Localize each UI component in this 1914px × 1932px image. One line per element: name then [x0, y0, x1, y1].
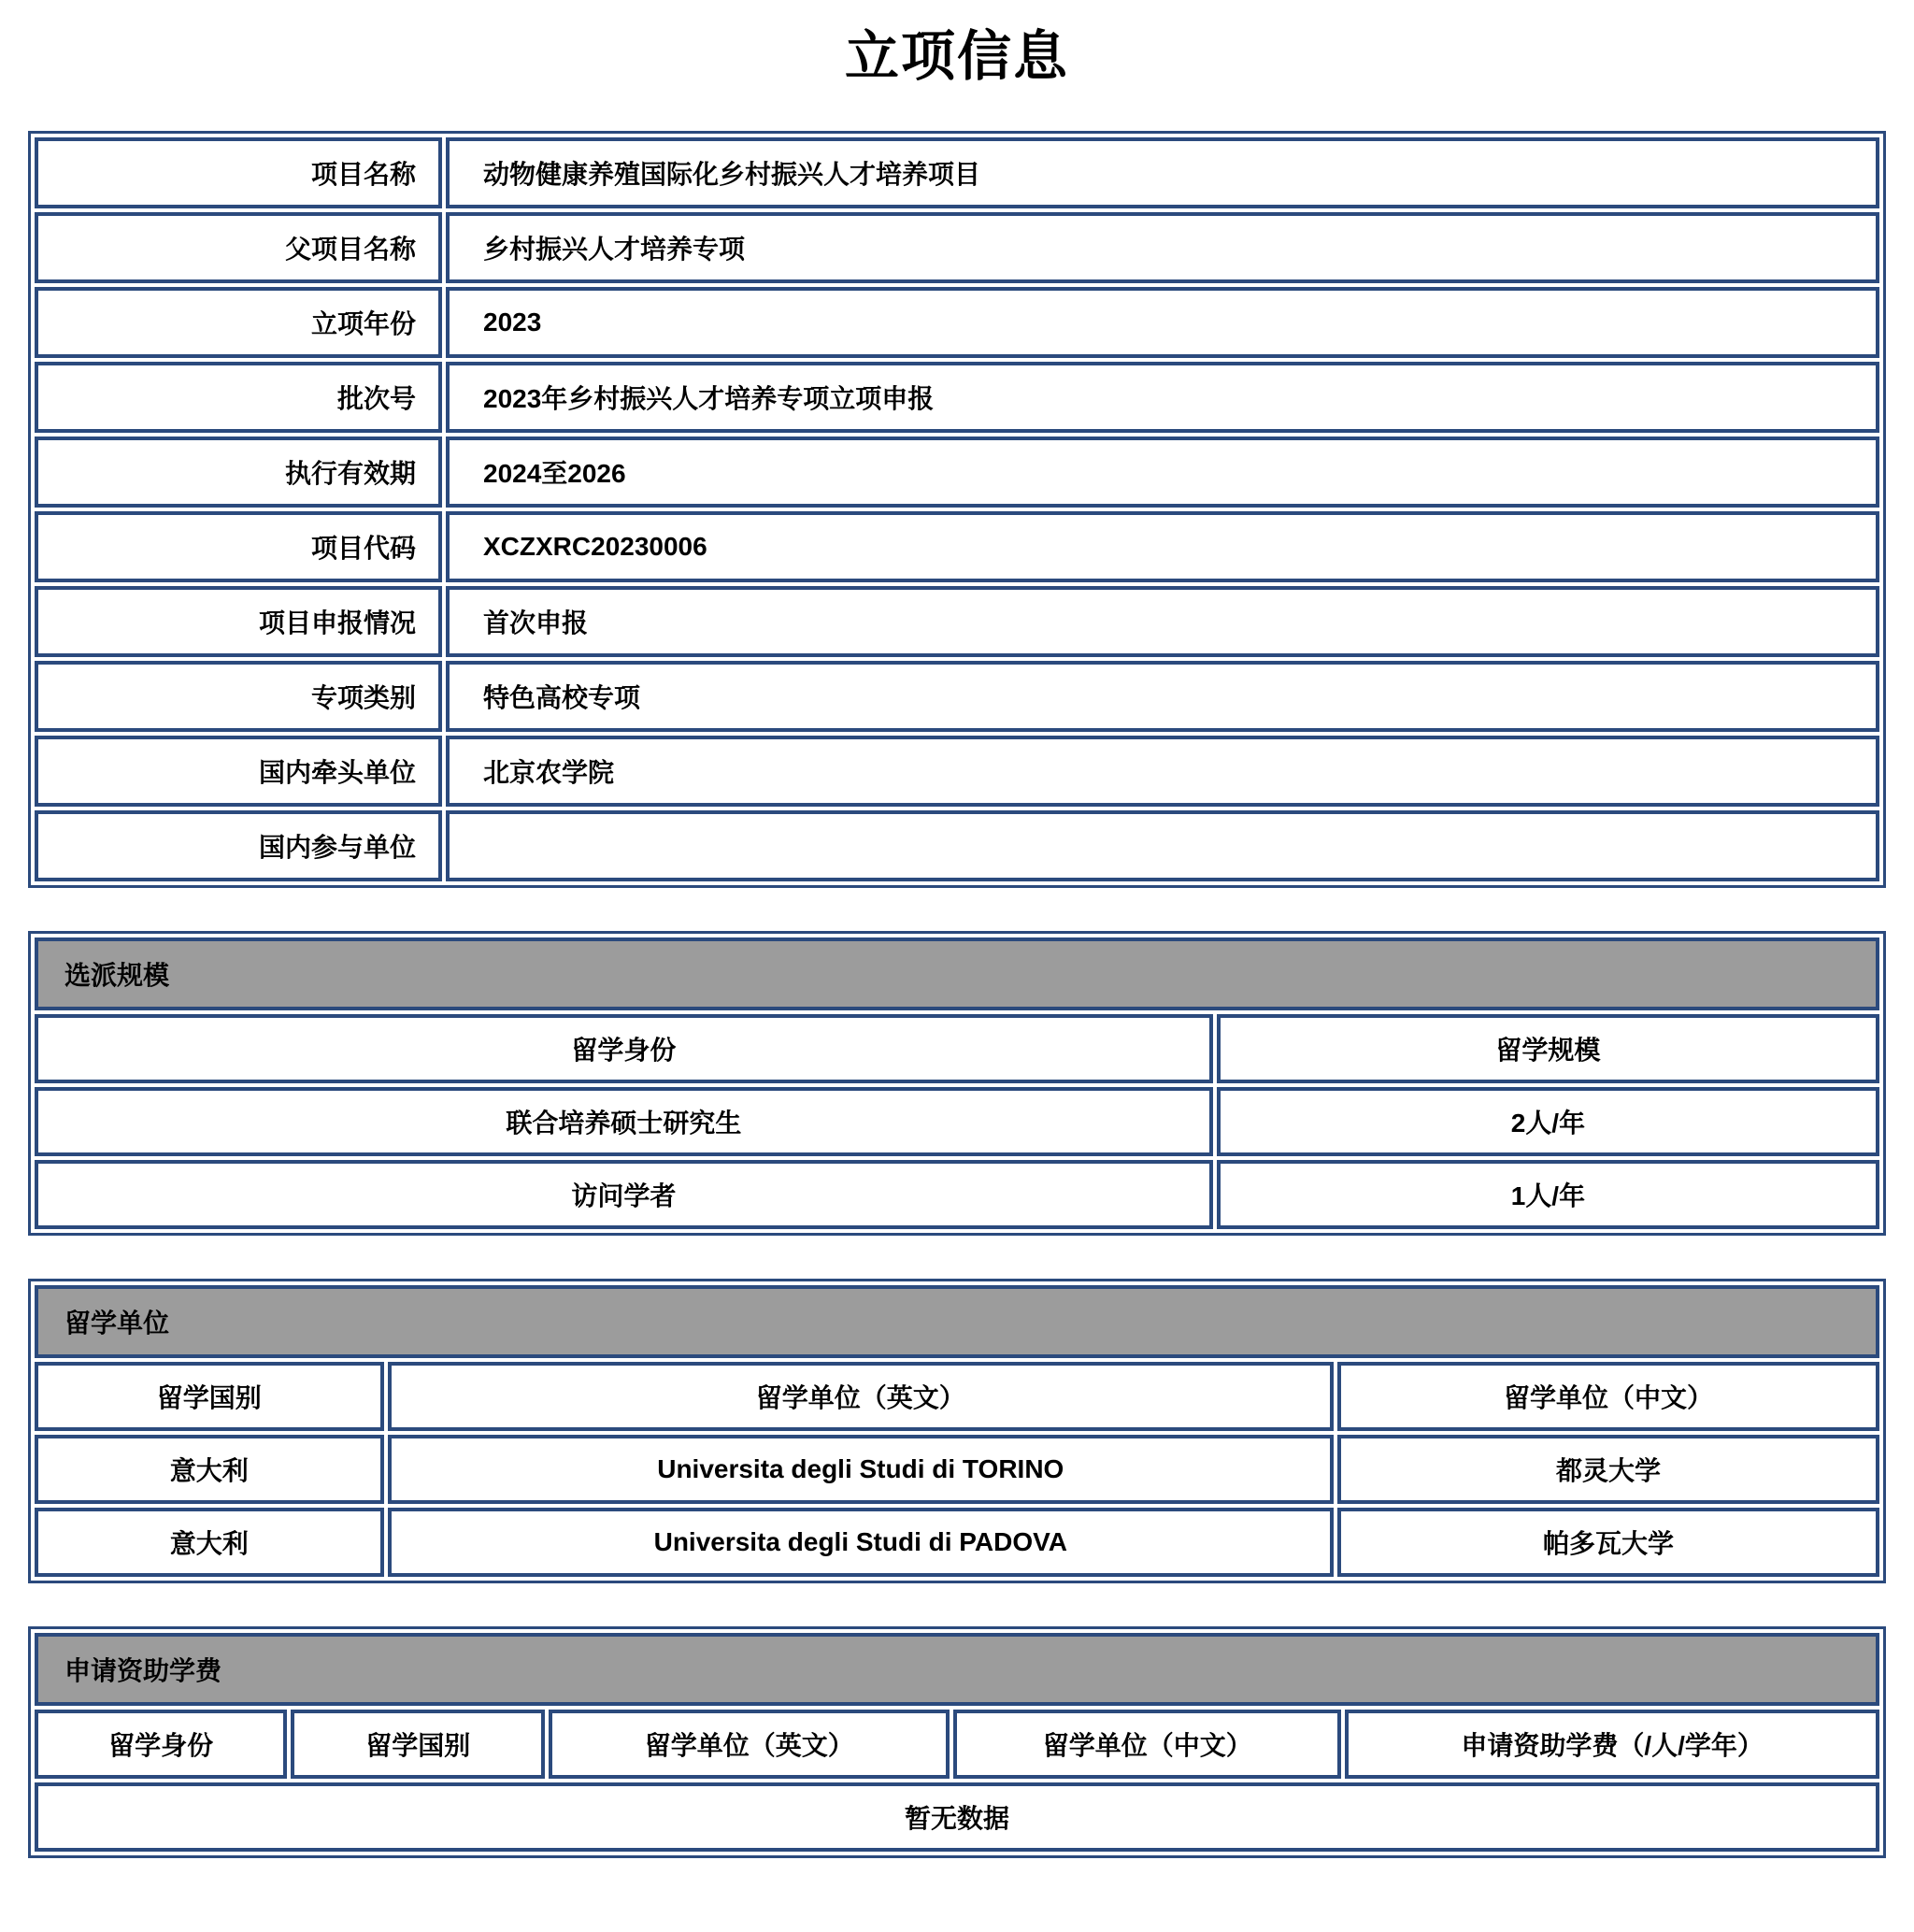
table-row [35, 1160, 1879, 1229]
column-header-unit-chinese: 留学单位（中文） [953, 1710, 1341, 1779]
row-label-validity-period: 执行有效期 [35, 436, 442, 508]
row-label-special-category: 专项类别 [35, 661, 442, 732]
table-row [35, 137, 1879, 208]
table-row [35, 1087, 1879, 1156]
section-header-row [35, 937, 1879, 1010]
column-header-unit-english: 留学单位（英文） [549, 1710, 950, 1779]
cell-study-identity: 访问学者 [35, 1160, 1213, 1229]
column-header-row [35, 1014, 1879, 1083]
row-value-domestic-lead-unit: 北京农学院 [446, 736, 1879, 807]
row-label-project-code: 项目代码 [35, 511, 442, 582]
cell-study-identity: 联合培养硕士研究生 [35, 1087, 1213, 1156]
row-value-special-category: 特色高校专项 [446, 661, 1879, 732]
row-label-domestic-participating-unit: 国内参与单位 [35, 810, 442, 881]
row-label-parent-project-name: 父项目名称 [35, 212, 442, 283]
tuition-funding-table [28, 1626, 1886, 1858]
table-row [35, 736, 1879, 807]
cell-study-scale: 1人/年 [1217, 1160, 1879, 1229]
dispatch-scale-table [28, 931, 1886, 1236]
study-units-table [28, 1279, 1886, 1583]
row-label-project-name: 项目名称 [35, 137, 442, 208]
column-header-row [35, 1362, 1879, 1431]
row-value-validity-period: 2024至2026 [446, 436, 1879, 508]
cell-unit-english: Universita degli Studi di TORINO [388, 1435, 1334, 1504]
table-row [35, 212, 1879, 283]
row-label-declaration-status: 项目申报情况 [35, 586, 442, 657]
row-label-approval-year: 立项年份 [35, 287, 442, 358]
row-label-domestic-lead-unit: 国内牵头单位 [35, 736, 442, 807]
column-header-study-identity: 留学身份 [35, 1710, 287, 1779]
column-header-country: 留学国别 [291, 1710, 545, 1779]
column-header-unit-chinese: 留学单位（中文） [1337, 1362, 1879, 1431]
section-header-tuition-funding: 申请资助学费 [35, 1633, 1879, 1706]
table-row [35, 511, 1879, 582]
cell-unit-chinese: 帕多瓦大学 [1337, 1508, 1879, 1577]
section-header-row [35, 1633, 1879, 1706]
cell-country: 意大利 [35, 1508, 384, 1577]
column-header-country: 留学国别 [35, 1362, 384, 1431]
cell-study-scale: 2人/年 [1217, 1087, 1879, 1156]
row-value-parent-project-name: 乡村振兴人才培养专项 [446, 212, 1879, 283]
table-row [35, 586, 1879, 657]
page-container [0, 24, 1914, 1858]
table-row [35, 436, 1879, 508]
table-row [35, 362, 1879, 433]
row-value-project-code: XCZXRC20230006 [446, 511, 1879, 582]
table-row [35, 661, 1879, 732]
column-header-study-identity: 留学身份 [35, 1014, 1213, 1083]
row-value-approval-year: 2023 [446, 287, 1879, 358]
page-title: 立项信息 [844, 26, 1069, 87]
empty-data-row [35, 1782, 1879, 1852]
row-value-declaration-status: 首次申报 [446, 586, 1879, 657]
column-header-unit-english: 留学单位（英文） [388, 1362, 1334, 1431]
section-header-dispatch-scale: 选派规模 [35, 937, 1879, 1010]
section-header-row [35, 1285, 1879, 1358]
empty-data-cell: 暂无数据 [35, 1782, 1879, 1852]
table-row [35, 1508, 1879, 1577]
table-row [35, 287, 1879, 358]
row-value-domestic-participating-unit [446, 810, 1879, 881]
row-value-batch-number: 2023年乡村振兴人才培养专项立项申报 [446, 362, 1879, 433]
column-header-funding-amount: 申请资助学费（/人/学年） [1345, 1710, 1879, 1779]
column-header-study-scale: 留学规模 [1217, 1014, 1879, 1083]
table-row [35, 1435, 1879, 1504]
row-label-batch-number: 批次号 [35, 362, 442, 433]
table-row [35, 810, 1879, 881]
cell-unit-chinese: 都灵大学 [1337, 1435, 1879, 1504]
row-value-project-name: 动物健康养殖国际化乡村振兴人才培养项目 [446, 137, 1879, 208]
cell-country: 意大利 [35, 1435, 384, 1504]
column-header-row [35, 1710, 1879, 1779]
cell-unit-english: Universita degli Studi di PADOVA [388, 1508, 1334, 1577]
section-header-study-units: 留学单位 [35, 1285, 1879, 1358]
project-info-table [28, 131, 1886, 888]
